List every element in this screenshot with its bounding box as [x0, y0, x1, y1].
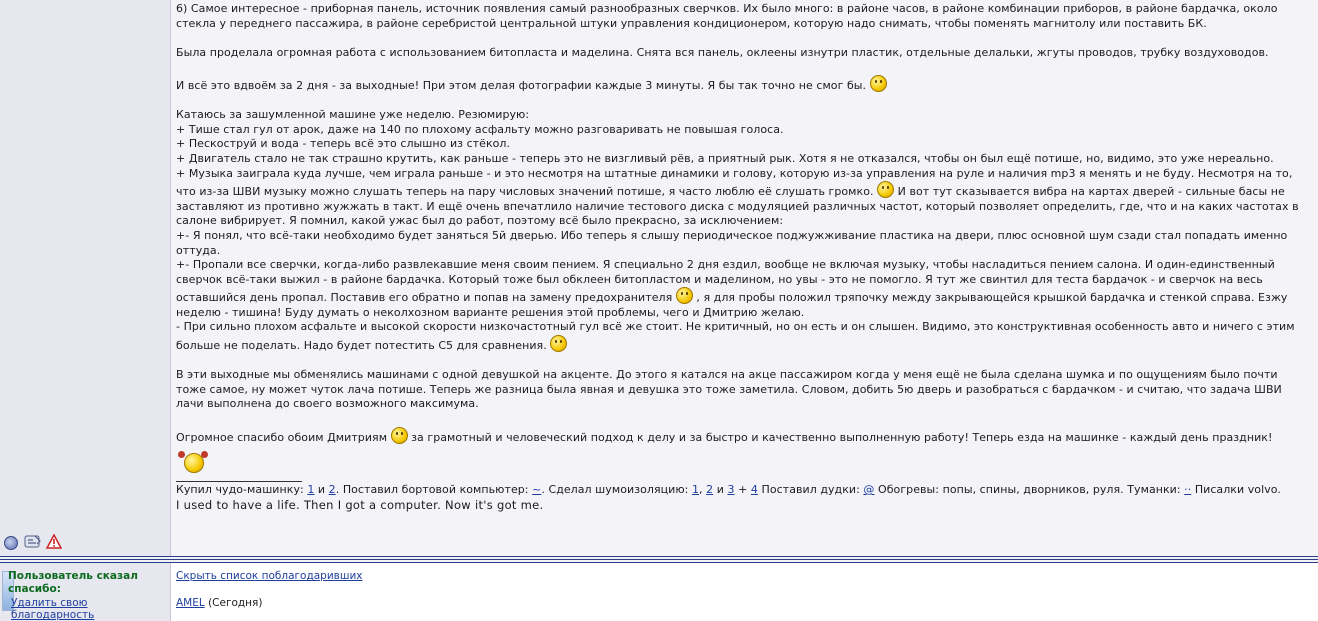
- smiley-icon: [550, 335, 567, 352]
- post-tools: [4, 534, 62, 550]
- post-text: за грамотный и человеческий подход к делу и за быстро и качественно выполненную работу! Теперь езда на машинке - каждый день праздник!: [411, 430, 1273, 444]
- summary-line: [176, 320, 1311, 353]
- post-text: +- Пропали все сверчки, когда-либо развлекавшие меня своим пением. Я специально 2 дня ездил, вообще не включая музыку, чтобы насладиться пением салона. И один-единственный сверчок всё-таки выжил - в районе бардачка. Который тоже был обклеен битопластом и маделином, но увы - это не помогло. Я тут же свинтил для теста бардачок - и сверчок на весь оставшийся день пропал. Поставив его обратно и попав на замену предохранителя: [176, 258, 1275, 305]
- signature-link-car-1[interactable]: 1: [307, 483, 315, 497]
- signature: [176, 483, 1311, 498]
- signature-text: . Поставил бортовой компьютер:: [335, 483, 529, 497]
- signature-text: ,: [699, 483, 703, 497]
- signature-text: и: [716, 483, 724, 497]
- summary-line: [176, 258, 1311, 320]
- smiley-icon: [391, 427, 408, 444]
- post-text: + Музыка заиграла куда лучше, чем играла раньше - и это несмотря на штатные динамики и голову, которую из-за управления на руле и наличия mp3 я менять и не буду. Несмотря на то, что из-за ШВИ музыку можно слушать теперь на пару числовых значений потише, я часто люблю её слушать громко.: [176, 166, 1293, 199]
- thanks-panel-left: [0, 563, 171, 621]
- signature-link-horns[interactable]: @: [863, 483, 875, 497]
- summary-line: + Пескоструй и вода - теперь всё это слышно из стёкол.: [176, 137, 511, 151]
- signature-link-noise-1[interactable]: 1: [691, 483, 700, 497]
- smiley-icon: [877, 181, 894, 198]
- signature-text: и: [317, 483, 326, 497]
- post-text: И всё это вдвоём за 2 дня - за выходные! При этом делая фотографии каждые 3 минуты. Я бы так точно не смог бы.: [176, 78, 867, 92]
- thanks-date: (Сегодня): [208, 597, 263, 609]
- thanks-user-link[interactable]: AMEL: [176, 597, 205, 609]
- post-paragraph: В эти выходные мы обменялись машинами с одной девушкой на акценте. До этого я катался на акце пассажиром когда у меня ещё не была сделана шумка и по ощущениям было почти тоже самое, ну может чуток лача потише. Теперь же разница была явная и девушка это тоже заметила. Словом, добить 5ю дверь и разобраться с бардачком - и считаю, что задача ШВИ лачи выполнена до своего возможного максимума.: [176, 368, 1282, 411]
- post-paragraph: Была проделала огромная работа с использованием битопласта и маделина. Снята вся панель, оклеены изнутри пластик, отдельные делальки, жгуты проводов, трубку воздуховодов.: [176, 45, 1269, 59]
- quote-icon[interactable]: [24, 534, 40, 550]
- summary-line: + Тише стал гул от арок, даже на 140 по плохому асфальту можно разговаривать не повышая голоса.: [176, 122, 784, 136]
- signature-text: . Сделал шумоизоляцию:: [541, 483, 689, 497]
- signature-link-noise-2[interactable]: 2: [706, 483, 714, 497]
- signature-text: Обогревы: попы, спины, дворников, руля. Туманки:: [878, 483, 1181, 497]
- signature-text: Поставил дудки:: [761, 483, 860, 497]
- post-author-column: [0, 0, 171, 557]
- signature-text: Купил чудо-машинку:: [176, 483, 304, 497]
- signature-text: +: [738, 483, 748, 497]
- signature-link-fog[interactable]: ··: [1184, 483, 1192, 497]
- summary-line: +- Я понял, что всё-таки необходимо будет заняться 5й дверью. Ибо теперь я слышу периодическое поджужживание пластика на двери, плюс основной шум сзади стал попадать именно оттуда.: [176, 228, 1288, 257]
- signature-text: Писалки volvo.: [1194, 483, 1281, 497]
- thanks-user-entry: [176, 597, 262, 609]
- signature-divider: [176, 481, 302, 482]
- smiley-icon: [870, 75, 887, 92]
- report-warning-icon[interactable]: [46, 534, 62, 550]
- signature-link-computer[interactable]: ~: [532, 483, 542, 497]
- post-content-area: [171, 0, 1318, 557]
- summary-line: [176, 167, 1311, 229]
- info-icon[interactable]: [4, 536, 18, 550]
- post-text: И вот тут сказывается вибра на картах дверей - сильные басы не заставляют из противно жужжать в такт. И ещё очень впечатлило наличие тестового диска с модуляцией различных частот, который позволяет определить, где, что и на каких частотах в салоне вибрирует. Я помнил, какой ужас был до работ, поэтому всё было прекрасно, за исключением:: [176, 185, 1299, 228]
- signature-link-car-2[interactable]: 2: [328, 483, 336, 497]
- dancing-smiley-icon: [176, 451, 210, 473]
- separator-line: [0, 559, 1318, 560]
- hide-thankers-link[interactable]: Скрыть список поблагодаривших: [176, 570, 363, 582]
- thanks-title: Пользователь сказал спасибо:: [8, 570, 138, 595]
- post-paragraph: [176, 427, 1311, 446]
- post-text: Огромное спасибо обоим Дмитриям: [176, 430, 388, 444]
- summary-intro: Катаюсь за зашумленной машине уже неделю. Резюмирую:: [176, 108, 530, 122]
- remove-thanks-link[interactable]: Удалить свою благодарность: [11, 597, 95, 621]
- signature-link-noise-3[interactable]: 3: [727, 483, 735, 497]
- post-paragraph: [176, 75, 1311, 94]
- post-body: [176, 2, 1311, 512]
- thanks-panel: [0, 563, 1318, 621]
- signature-link-noise-4[interactable]: 4: [750, 483, 758, 497]
- summary-line: + Двигатель стало не так страшно крутить, как раньше - теперь это не визгливый рёв, а приятный рык. Хотя я не отказался, чтобы он был ещё потише, но, видимо, это уже нереально.: [176, 151, 1274, 165]
- separator-line: [0, 556, 1318, 557]
- post-paragraph: 6) Самое интересное - приборная панель, источник появления самый разнообразных сверчков. Их было много: в районе часов, в районе комбинации приборов, в районе бардачка, около стекла у переднего пассажира, в районе серебристой центральной штуки управления кондиционером, которую надо снимать, чтобы поменять магнитолу или поставить БК.: [176, 2, 1278, 30]
- post-text: - При сильно плохом асфальте и высокой скорости низкочастотный гул всё же стоит. Не критичный, но он есть и он слышен. Видимо, это конструктивная особенность авто и ничего с этим больше не поделать. Надо будет потестить С5 для сравнения.: [176, 320, 1295, 353]
- signature-motto: I used to have a life. Then I got a computer. Now it's got me.: [176, 497, 544, 512]
- post-text: , я для пробы положил тряпочку между закрывающейся крышкой бардачка и стенкой справа. Езжу неделю - тишина! Буду думать о неколхозном варианте решения этой проблемы, чего и Дмитрию желаю.: [176, 291, 1288, 319]
- smiley-icon: [676, 287, 693, 304]
